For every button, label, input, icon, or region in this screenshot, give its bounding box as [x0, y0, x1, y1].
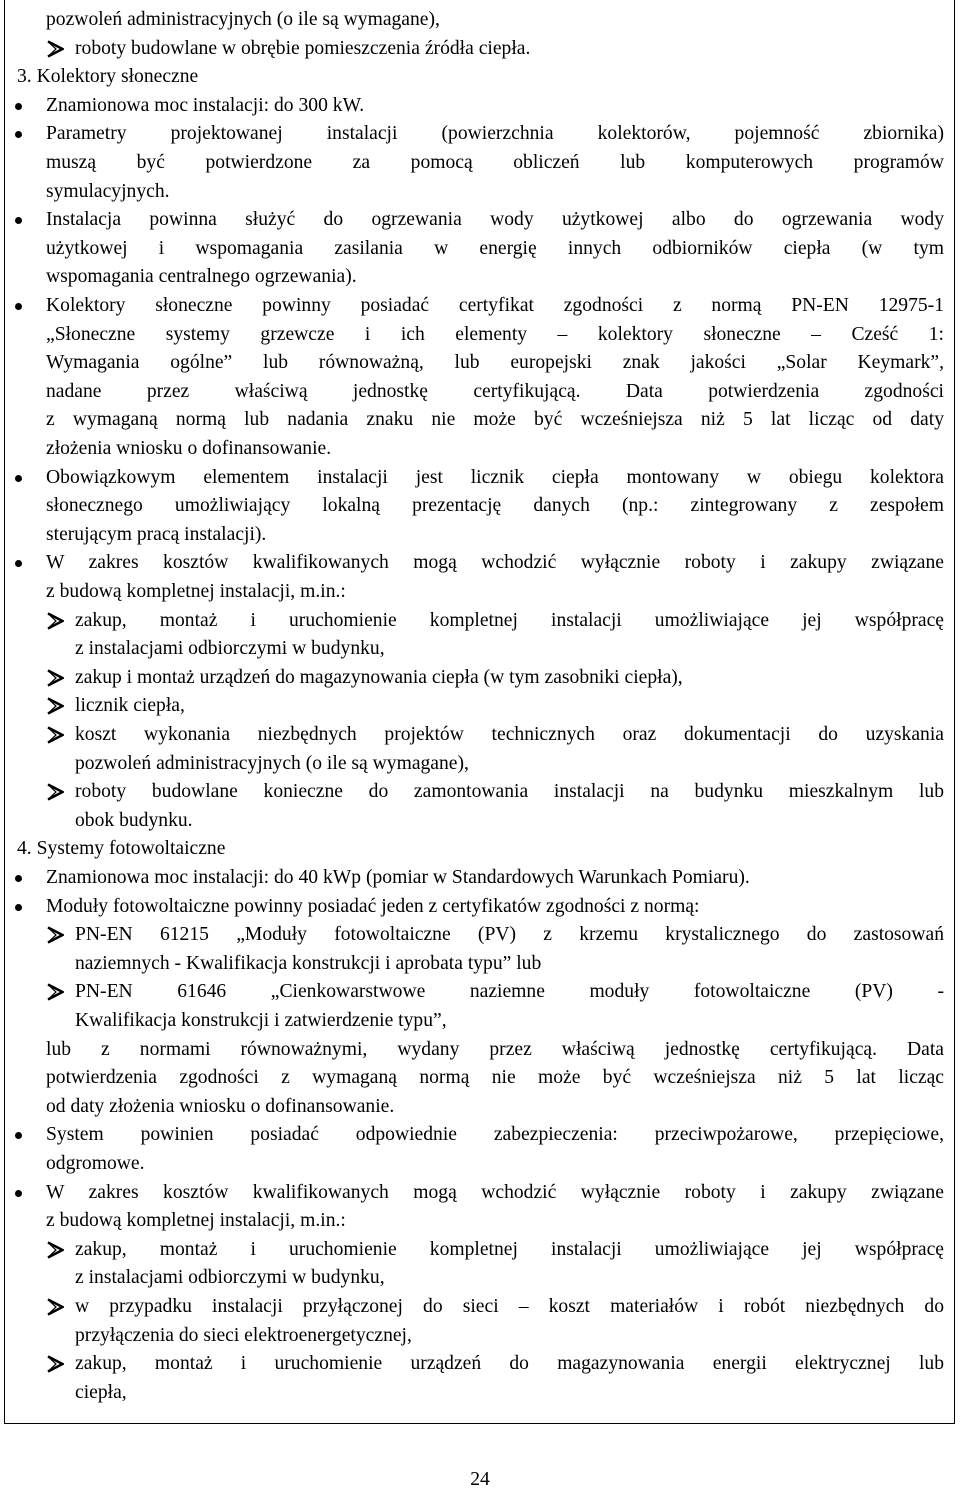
arrow-item-text: roboty budowlane konieczne do zamontowania instalacji na budynku mieszkalnym lub	[75, 781, 944, 803]
arrow-bullet-icon	[47, 1241, 64, 1259]
text-line: użytkowej i wspomagania zasilania w energię innych odbiorników ciepła (w tym	[46, 237, 944, 259]
bullet-item-text: Kolektory słoneczne powinny posiadać certyfikat zgodności z normą PN-EN 12975-1	[46, 295, 944, 316]
bullet-icon	[15, 475, 22, 482]
text-line: Kwalifikacja konstrukcji i zatwierdzenie typu”,	[75, 1010, 447, 1031]
text-line: z wymaganą normą lub nadania znaku nie może być wcześniejsza niż 5 lat licząc od daty	[46, 409, 944, 431]
text-line: odgromowe.	[46, 1153, 145, 1174]
text-line: potwierdzenia zgodności z wymaganą normą nie może być wcześniejsza niż 5 lat licząc	[46, 1067, 944, 1089]
arrow-item-text: PN-EN 61215 „Moduły fotowoltaiczne (PV) z krzemu krystalicznego do zastosowań	[75, 924, 944, 946]
arrow-item-text: w przypadku instalacji przyłączonej do sieci – koszt materiałów i robót niezbędnych do	[75, 1296, 944, 1317]
bullet-item-text: Znamionowa moc instalacji: do 40 kWp (pomiar w Standardowych Warunkach Pomiaru).	[46, 867, 750, 888]
text-line: przyłączenia do sieci elektroenergetycznej,	[75, 1324, 412, 1346]
arrow-item-text: zakup, montaż i uruchomienie urządzeń do magazynowania energii elektrycznej lub	[75, 1353, 944, 1375]
arrow-bullet-icon	[47, 612, 64, 630]
bullet-item-text: Instalacja powinna służyć do ogrzewania wody użytkowej albo do ogrzewania wody	[46, 209, 944, 231]
arrow-bullet-icon	[47, 983, 64, 1001]
text-line: wspomagania centralnego ogrzewania).	[46, 266, 357, 288]
arrow-item-text: zakup, montaż i uruchomienie kompletnej instalacji umożliwiające jej współpracę	[75, 609, 944, 631]
bullet-icon	[15, 875, 22, 882]
arrow-bullet-icon	[47, 669, 64, 687]
text-line: pozwoleń administracyjnych (o ile są wymagane),	[75, 752, 469, 774]
bullet-item-text: Znamionowa moc instalacji: do 300 kW.	[46, 94, 365, 116]
section-heading	[17, 63, 198, 91]
text-line: nadane przez właściwą jednostkę certyfikującą. Data potwierdzenia zgodności	[46, 380, 944, 402]
text-line: z budową kompletnej instalacji, m.in.:	[46, 581, 346, 602]
bullet-item-text: System powinien posiadać odpowiednie zabezpieczenia: przeciwpożarowe, przepięciowe,	[46, 1124, 944, 1146]
text-line: obok budynku.	[75, 809, 193, 831]
arrow-item-text: licznik ciepła,	[75, 695, 185, 717]
text-line: z budową kompletnej instalacji, m.in.:	[46, 1210, 346, 1232]
arrow-bullet-icon	[47, 1298, 64, 1316]
arrow-bullet-icon	[47, 783, 64, 801]
text-line: symulacyjnych.	[46, 180, 170, 202]
text-line: Wymagania ogólne” lub równoważną, lub europejski znak jakości „Solar Keymark”,	[46, 352, 944, 374]
text-line: złożenia wniosku o dofinansowanie.	[46, 438, 332, 459]
text-line: z instalacjami odbiorczymi w budynku,	[75, 1267, 385, 1289]
bullet-icon	[15, 904, 22, 911]
text-line: sterującym pracą instalacji).	[46, 523, 267, 545]
arrow-bullet-icon	[47, 40, 64, 58]
text-line: z instalacjami odbiorczymi w budynku,	[75, 638, 385, 660]
text-line: od daty złożenia wniosku o dofinansowanie.	[46, 1095, 395, 1117]
section-title: Systemy fotowoltaiczne	[36, 838, 226, 860]
text-line: naziemnych - Kwalifikacja konstrukcji i aprobata typu” lub	[75, 952, 542, 974]
arrow-bullet-icon	[47, 697, 64, 715]
arrow-bullet-icon	[47, 1355, 64, 1373]
bullet-item-text: Parametry projektowanej instalacji (powierzchnia kolektorów, pojemność zbiornika)	[46, 123, 944, 145]
bullet-item-text: W zakres kosztów kwalifikowanych mogą wchodzić wyłącznie roboty i zakupy związane	[46, 1181, 944, 1203]
section-number: 3.	[17, 66, 32, 88]
arrow-item-text: roboty budowlane w obrębie pomieszczenia źródła ciepła.	[75, 37, 531, 59]
section-title: Kolektory słoneczne	[36, 66, 199, 88]
bullet-item-text: W zakres kosztów kwalifikowanych mogą wchodzić wyłącznie roboty i zakupy związane	[46, 552, 944, 574]
arrow-item-text: PN-EN 61646 „Cienkowarstwowe naziemne moduły fotowoltaiczne (PV) -	[75, 981, 944, 1003]
bullet-icon	[15, 103, 22, 110]
text-line: muszą być potwierdzone za pomocą obliczeń lub komputerowych programów	[46, 152, 944, 173]
text-line: słonecznego umożliwiający lokalną prezentację danych (np.: zintegrowany z zespołem	[46, 495, 944, 517]
arrow-item-text: zakup i montaż urządzeń do magazynowania ciepła (w tym zasobniki ciepła),	[75, 666, 683, 688]
section-heading	[17, 835, 225, 863]
bullet-item-text: Moduły fotowoltaiczne powinny posiadać jeden z certyfikatów zgodności z normą:	[46, 895, 700, 917]
arrow-item-text: koszt wykonania niezbędnych projektów technicznych oraz dokumentacji do uzyskania	[75, 724, 944, 745]
bullet-icon	[15, 303, 22, 310]
page-number: 24	[470, 1469, 490, 1490]
arrow-bullet-icon	[47, 926, 64, 944]
arrow-item-text: zakup, montaż i uruchomienie kompletnej instalacji umożliwiające jej współpracę	[75, 1238, 944, 1260]
bullet-item-text: Obowiązkowym elementem instalacji jest licznik ciepła montowany w obiegu kolektora	[46, 466, 944, 488]
text-line: lub z normami równoważnymi, wydany przez właściwą jednostkę certyfikującą. Data	[46, 1038, 944, 1060]
text-line: „Słoneczne systemy grzewcze i ich elementy – kolektory słoneczne – Cześć 1:	[46, 323, 944, 345]
bullet-icon	[15, 1190, 22, 1197]
arrow-bullet-icon	[47, 726, 64, 744]
text-line: ciepła,	[75, 1381, 127, 1403]
text-line: pozwoleń administracyjnych (o ile są wymagane),	[46, 9, 440, 30]
section-number: 4.	[17, 838, 32, 860]
